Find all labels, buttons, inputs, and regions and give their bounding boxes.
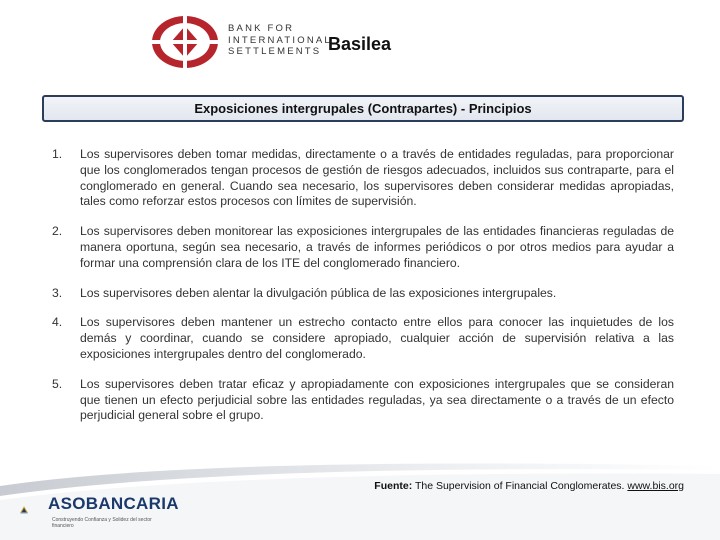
item-number: 4. xyxy=(52,315,63,330)
principles-list xyxy=(52,147,674,424)
source-text: The Supervision of Financial Conglomerates. xyxy=(414,480,625,492)
list-item xyxy=(52,147,674,210)
asobancaria-name: ASOBANCARIA xyxy=(48,494,179,513)
list-item xyxy=(52,224,674,271)
item-number: 2. xyxy=(52,224,63,239)
bis-logo-icon xyxy=(150,14,220,70)
bis-name-line-3: SETTLEMENTS xyxy=(228,46,322,57)
item-text: Los supervisores deben tomar medidas, directamente o a través de entidades reguladas, para proporcionar que los conglomerados tengan procesos de gestión de riesgos adecuados, incluidos sus contraparte, para el conglomerado en general. Cuando sea necesario, los supervisores deben considerar medidas apropiadas, tales como reforzar estos procesos con límites de supervisión. xyxy=(80,147,674,209)
list-item xyxy=(52,286,674,302)
item-number: 3. xyxy=(52,285,63,300)
header-title: Basilea xyxy=(328,34,392,54)
item-number: 5. xyxy=(52,376,63,391)
item-text: Los supervisores deben mantener un estrecho contacto entre ellos para conocer las inquietudes de los demás y coordinar, cuando se considere apropiado, cualquier acción de supervisión relativa a las exposiciones intergrupales dentro del conglomerado. xyxy=(80,315,674,361)
header xyxy=(150,14,570,70)
bis-name xyxy=(228,23,332,58)
bis-name-line-1: BANK FOR xyxy=(228,23,295,34)
asobancaria-tagline: Construyendo Confianza y Solidez del sector financiero xyxy=(52,517,152,529)
list-item xyxy=(52,315,674,362)
source-label: Fuente: xyxy=(374,480,413,492)
source-citation xyxy=(374,480,684,492)
item-number: 1. xyxy=(52,147,63,161)
item-text: Los supervisores deben tratar eficaz y apropiadamente con exposiciones intergrupales que se consideran que tienen un efecto perjudicial sobre las entidades reguladas, ya sea directamente o a través de un efecto perjudicial general sobre el grupo. xyxy=(80,376,674,423)
bis-name-line-2: INTERNATIONAL xyxy=(228,34,332,46)
item-text: Los supervisores deben alentar la divulgación pública de las exposiciones intergrupales. xyxy=(80,285,557,300)
source-link[interactable]: www.bis.org xyxy=(627,480,684,492)
item-text: Los supervisores deben monitorear las exposiciones intergrupales de las entidades financieras reguladas de manera oportuna, según sea necesario, a través de informes periódicos o por otros medios para ayudar a formar una comprensión clara de los ITE del conglomerado financiero. xyxy=(80,224,674,270)
list-item xyxy=(52,377,674,424)
slide-title: Exposiciones intergrupales (Contrapartes) - Principios xyxy=(42,95,684,122)
